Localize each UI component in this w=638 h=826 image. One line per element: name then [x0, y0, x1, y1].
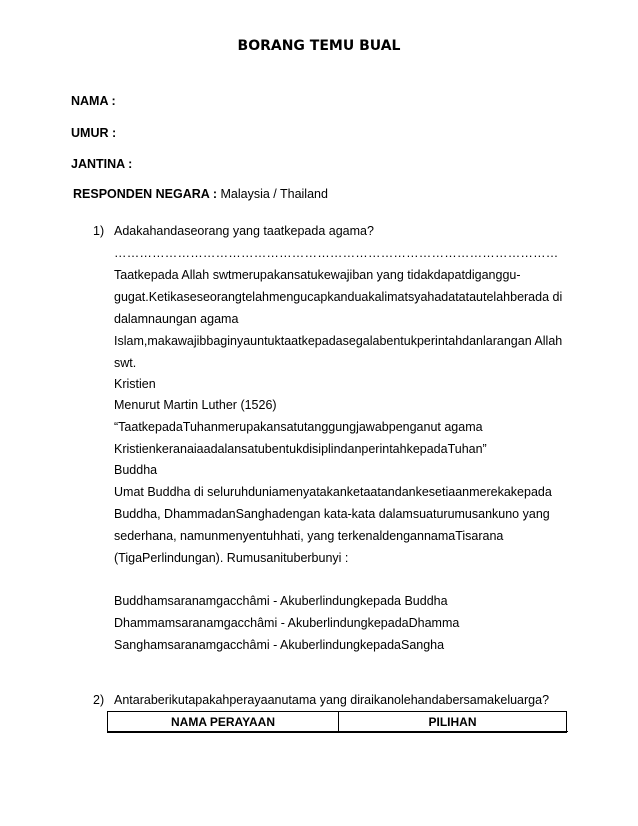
- answer-line: Sanghamsaranamgacchâmi - AkuberlindungkepadaSangha: [114, 638, 445, 652]
- question-1-number: 1): [93, 224, 105, 238]
- page-title: BORANG TEMU BUAL: [237, 38, 401, 54]
- answer-dotted-line: ……………………………………………………………………………………………: [114, 246, 559, 260]
- table-header-pilihan: PILIHAN: [339, 712, 567, 733]
- field-jantina: JANTINA :: [71, 157, 133, 171]
- answer-line: (TigaPerlindungan). Rumusanituberbunyi :: [114, 551, 349, 565]
- answer-line: KristienkeranaiaadalansatubentukdisiplindanperintahkepadaTuhan”: [114, 442, 487, 456]
- answer-line: Buddhamsaranamgacchâmi - Akuberlindungkepada Buddha: [114, 594, 448, 608]
- answer-line: Kristien: [114, 377, 156, 391]
- answer-line: Islam,makawajibbaginyauntuktaatkepadasegalabentukperintahdanlarangan Allah: [114, 334, 563, 348]
- answer-line: Taatkepada Allah swtmerupakansatukewajiban yang tidakdapatdiganggu-: [114, 268, 521, 282]
- question-2-number: 2): [93, 693, 105, 707]
- field-responden: [73, 187, 328, 201]
- field-nama: NAMA :: [71, 94, 116, 108]
- answer-line: “TaatkepadaTuhanmerupakansatutanggungjawabpenganut agama: [114, 420, 483, 434]
- answer-line: Buddha: [114, 463, 158, 477]
- responden-label: RESPONDEN NEGARA :: [73, 187, 217, 201]
- table-header-row: [108, 712, 567, 733]
- responden-value: Malaysia / Thailand: [217, 187, 328, 201]
- field-umur: UMUR :: [71, 126, 117, 140]
- answer-line: dalamnaungan agama: [114, 312, 239, 326]
- celebration-table: [107, 711, 567, 733]
- question-2-text: Antaraberikutapakahperayaanutama yang diraikanolehandabersamakeluarga?: [114, 693, 550, 707]
- table-bottom-rule: [107, 731, 568, 732]
- answer-line: swt.: [114, 356, 137, 370]
- question-1-text: Adakahandaseorang yang taatkepada agama?: [114, 224, 374, 238]
- answer-line: Umat Buddha di seluruhduniamenyatakanketaatandankesetiaanmerekakepada: [114, 485, 552, 499]
- answer-line: Dhammamsaranamgacchâmi - AkuberlindungkepadaDhamma: [114, 616, 460, 630]
- answer-line: gugat.Ketikaseseorangtelahmengucapkanduakalimatsyahadatatautelahberada di: [114, 290, 563, 304]
- answer-line: Menurut Martin Luther (1526): [114, 398, 277, 412]
- table-header-nama-perayaan: NAMA PERAYAAN: [108, 712, 339, 733]
- answer-line: sederhana, namunmenyentuhhati, yang terkenaldengannamaTisarana: [114, 529, 504, 543]
- answer-line: Buddha, DhammadanSanghadengan kata-kata dalamsuaturumusankuno yang: [114, 507, 550, 521]
